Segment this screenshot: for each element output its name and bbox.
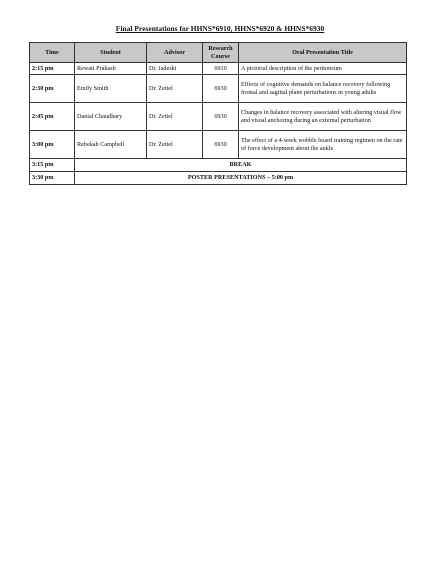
time-cell: 3:15 pm xyxy=(30,159,75,172)
header-student: Student xyxy=(75,43,147,63)
poster-row xyxy=(30,172,407,185)
student-cell: Danial Chaudhary xyxy=(75,103,147,131)
table-row xyxy=(30,103,407,131)
time-cell: 3:30 pm xyxy=(30,172,75,185)
student-cell: Rebekah Campbell xyxy=(75,131,147,159)
break-label: BREAK xyxy=(75,159,407,172)
course-cell: 6930 xyxy=(203,75,239,103)
advisor-cell: Dr. Zettel xyxy=(147,131,203,159)
time-cell: 2:30 pm xyxy=(30,75,75,103)
title-cell: Effects of cognitive demands on balance recovery following frontal and sagittal plane perturbations in young adults xyxy=(239,75,407,103)
advisor-cell: Dr. Zettel xyxy=(147,75,203,103)
table-header-row xyxy=(30,43,407,63)
time-cell: 2:15 pm xyxy=(30,63,75,75)
title-cell: Changes in balance recovery associated with altering visual flow and visual anchoring during an external perturbation xyxy=(239,103,407,131)
advisor-cell: Dr. Zettel xyxy=(147,103,203,131)
course-cell: 6930 xyxy=(203,103,239,131)
course-cell: 6930 xyxy=(203,131,239,159)
page-title: Final Presentations for HHNS*6910, HHNS*6920 & HHNS*6930 xyxy=(115,24,325,33)
student-cell: Emily Smith xyxy=(75,75,147,103)
poster-presentations-label: POSTER PRESENTATIONS – 5:00 pm xyxy=(75,172,407,185)
header-research-course: Research Course xyxy=(203,43,239,63)
presentation-schedule-table xyxy=(29,42,407,185)
time-cell: 3:00 pm xyxy=(30,131,75,159)
table-row xyxy=(30,63,407,75)
time-cell: 2:45 pm xyxy=(30,103,75,131)
advisor-cell: Dr. Jadeski xyxy=(147,63,203,75)
header-presentation-title: Oral Presentation Title xyxy=(239,43,407,63)
student-cell: Rewati Prakash xyxy=(75,63,147,75)
table-row xyxy=(30,75,407,103)
header-time: Time xyxy=(30,43,75,63)
header-advisor: Advisor xyxy=(147,43,203,63)
course-cell: 6910 xyxy=(203,63,239,75)
title-cell: The effect of a 4-week wobble board training regimen on the rate of force development about the ankle xyxy=(239,131,407,159)
title-cell: A pictorial description of the peritoneum xyxy=(239,63,407,75)
break-row xyxy=(30,159,407,172)
table-row xyxy=(30,131,407,159)
